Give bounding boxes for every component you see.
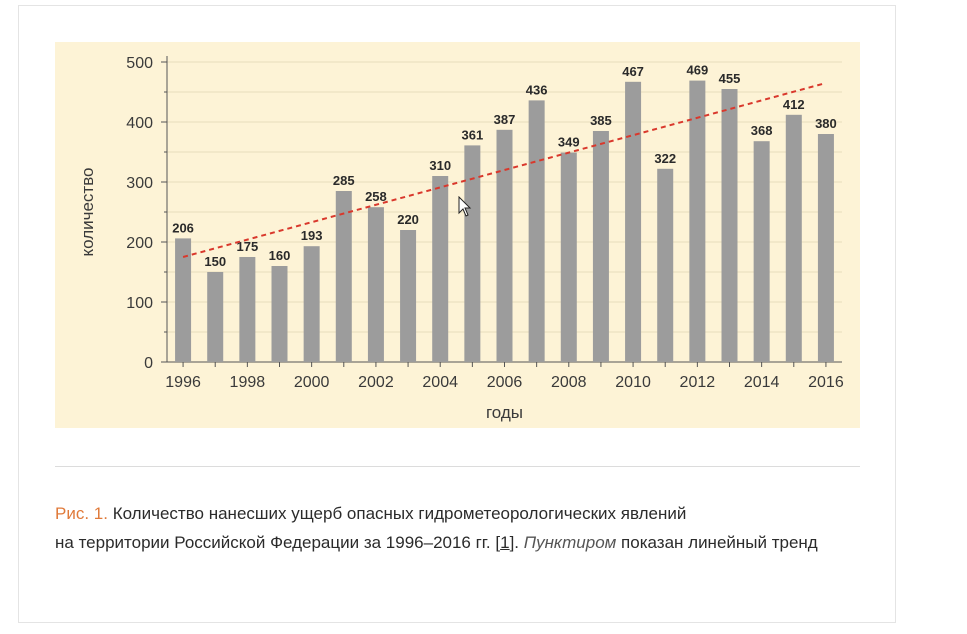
mouse-cursor-icon <box>458 196 472 218</box>
bar <box>561 153 577 362</box>
bar-value-label: 469 <box>686 62 709 78</box>
y-tick-label: 400 <box>126 115 153 132</box>
bar <box>368 207 384 362</box>
bar <box>432 176 448 362</box>
bar <box>272 266 288 362</box>
bar <box>786 115 802 362</box>
y-axis-title: количество <box>78 167 97 257</box>
bar-chart <box>55 42 860 428</box>
divider <box>55 466 860 467</box>
bar <box>529 100 545 362</box>
bar-value-label: 175 <box>236 239 259 254</box>
y-tick-label: 500 <box>126 55 153 72</box>
x-tick-label: 2006 <box>486 374 523 391</box>
bar <box>497 130 513 362</box>
bar-value-label: 193 <box>300 228 323 244</box>
caption-text-2: на территории Российской Федерации за 1996–2016 гг. [ <box>55 533 501 552</box>
bar-value-label: 310 <box>429 158 452 173</box>
bar <box>657 169 673 362</box>
bar-value-label: 150 <box>204 254 227 269</box>
x-tick-label: 2012 <box>679 374 716 391</box>
x-tick-label: 2002 <box>358 374 394 391</box>
bar <box>818 134 834 362</box>
bar-value-label: 220 <box>397 212 419 227</box>
y-tick-label: 100 <box>126 295 153 312</box>
x-tick-label: 2004 <box>422 374 459 391</box>
y-tick-label: 0 <box>144 355 153 372</box>
y-tick-label: 300 <box>126 175 153 192</box>
chart-svg <box>55 42 860 428</box>
bar-value-label: 412 <box>782 96 805 112</box>
caption-text-1: Количество нанесших ущерб опасных гидрометеорологических явлений <box>112 504 687 523</box>
bar <box>304 246 320 362</box>
bar-value-label: 467 <box>622 63 644 79</box>
x-tick-label: 2000 <box>293 374 330 391</box>
bar-value-label: 455 <box>718 71 741 86</box>
bar <box>400 230 416 362</box>
bar <box>336 191 352 362</box>
x-tick-label: 2014 <box>743 374 780 391</box>
bar-value-label: 206 <box>172 220 194 236</box>
bar <box>625 82 641 362</box>
bar <box>689 81 705 362</box>
bar <box>593 131 609 362</box>
bar-value-label: 349 <box>557 134 580 150</box>
x-tick-label: 2010 <box>615 374 651 391</box>
bar <box>239 257 255 362</box>
x-axis-title: годы <box>485 403 524 422</box>
caption-italic: Пунктиром <box>523 533 617 552</box>
x-tick-label: 1996 <box>165 374 201 391</box>
figure-caption <box>55 499 875 557</box>
bar-value-label: 380 <box>815 116 837 131</box>
y-tick-label: 200 <box>126 235 153 252</box>
bar-value-label: 436 <box>525 82 548 98</box>
bar-value-label: 368 <box>750 123 773 139</box>
caption-text-3: ]. <box>509 533 524 552</box>
bar-value-label: 322 <box>654 150 677 166</box>
bar-value-label: 160 <box>268 248 291 263</box>
figure-label: Рис. 1. <box>55 504 108 523</box>
bar <box>722 89 738 362</box>
x-tick-label: 2016 <box>808 374 844 391</box>
bar <box>754 141 770 362</box>
bar <box>207 272 223 362</box>
bar-value-label: 361 <box>461 127 484 143</box>
reference-link[interactable]: 1 <box>500 533 510 552</box>
caption-text-4: показан линейный тренд <box>616 533 818 552</box>
x-tick-label: 1998 <box>229 374 266 391</box>
bar-value-label: 385 <box>590 113 612 128</box>
bar-value-label: 285 <box>332 173 355 188</box>
bar-value-label: 258 <box>365 189 387 205</box>
x-tick-label: 2008 <box>550 374 587 391</box>
bar-value-label: 387 <box>493 111 516 127</box>
